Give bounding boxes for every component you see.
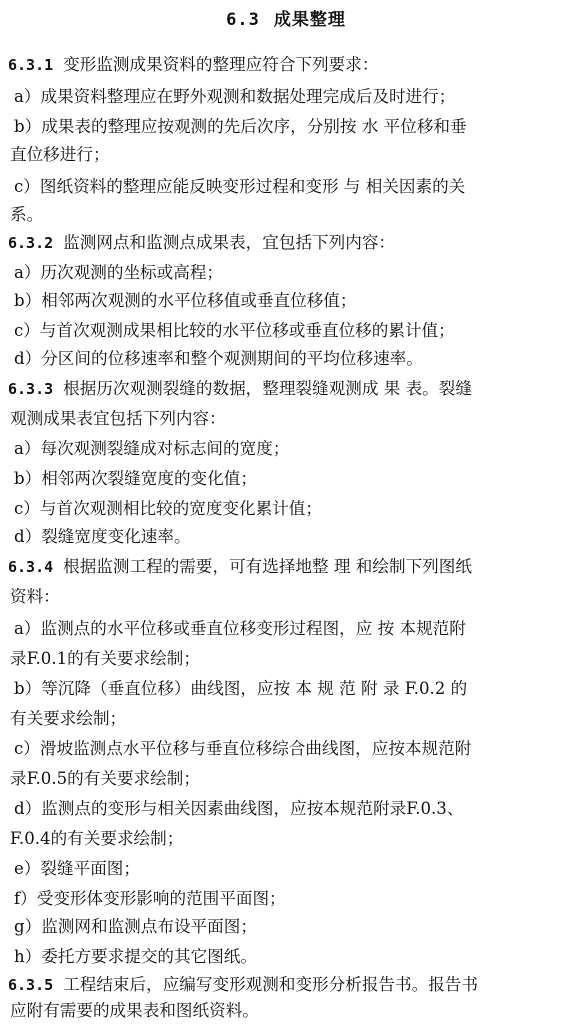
section-title	[0, 8, 572, 32]
clause-6-3-3-item-b: b）相邻两次裂缝宽度的变化值；	[14, 469, 257, 488]
clause-6-3-1-item-c: c）图纸资料的整理应能反映变形过程和变形 与 相关因素的关	[14, 177, 466, 196]
clause-6-3-1-item-b: b）成果表的整理应按观测的先后次序，分别按 水 平位移和垂	[14, 117, 467, 136]
clause-text: 根据历次观测裂缝的数据，整理裂缝观测成 果 表。裂缝	[63, 379, 472, 398]
clause-number: 6.3.4	[8, 558, 54, 576]
clause-6-3-1-item-a: a）成果资料整理应在野外观测和数据处理完成后及时进行；	[14, 87, 456, 106]
clause-6-3-4-item-b-cont: 有关要求绘制；	[10, 709, 127, 728]
clause-6-3-3-item-a: a）每次观测裂缝成对标志间的宽度；	[14, 439, 290, 458]
clause-6-3-4	[0, 552, 572, 582]
clause-6-3-4-item-g: g）监测网和监测点布设平面图；	[14, 917, 257, 936]
clause-6-3-3-cont: 观测成果表宜包括下列内容：	[10, 409, 226, 428]
clause-6-3-4-item-c-cont: 录F.0.5的有关要求绘制；	[10, 769, 200, 788]
clause-6-3-3-item-d: d）裂缝宽度变化速率。	[14, 527, 191, 546]
clause-6-3-4-item-h: h）委托方要求提交的其它图纸。	[14, 947, 257, 966]
clause-6-3-4-item-e: e）裂缝平面图；	[14, 859, 140, 878]
clause-number: 6.3.1	[8, 56, 54, 74]
clause-6-3-4-item-f: f）受变形体变形影响的范围平面图；	[14, 889, 286, 908]
clause-6-3-2-item-d: d）分区间的位移速率和整个观测期间的平均位移速率。	[14, 349, 423, 368]
clause-6-3-1-item-c-cont: 系。	[10, 205, 44, 224]
section-title-text: 成果整理	[273, 10, 346, 30]
clause-6-3-4-item-d: d）监测点的变形与相关因素曲线图，应按本规范附录F.0.3、	[14, 799, 464, 818]
clause-6-3-3	[0, 374, 572, 404]
section-number: 6.3	[226, 10, 260, 30]
clause-number: 6.3.5	[8, 976, 54, 994]
clause-number: 6.3.2	[8, 234, 54, 252]
clause-6-3-5-cont: 应附有需要的成果表和图纸资料。	[10, 1001, 259, 1020]
clause-6-3-2-item-b: b）相邻两次观测的水平位移值或垂直位移值；	[14, 291, 357, 310]
clause-6-3-1	[0, 50, 572, 80]
clause-text: 变形监测成果资料的整理应符合下列要求：	[63, 55, 379, 74]
clause-text: 根据监测工程的需要，可有选择地整 理 和绘制下列图纸	[63, 557, 472, 576]
clause-6-3-1-item-b-cont: 直位移进行；	[10, 145, 110, 164]
clause-6-3-2	[0, 228, 572, 258]
clause-6-3-4-cont: 资料：	[10, 587, 60, 606]
clause-text: 监测网点和监测点成果表，宜包括下列内容：	[63, 233, 396, 252]
clause-6-3-4-item-b: b）等沉降（垂直位移）曲线图，应按 本 规 范 附 录 F.0.2 的	[14, 679, 468, 698]
clause-text: 工程结束后，应编写变形观测和变形分析报告书。报告书	[63, 975, 478, 994]
clause-6-3-4-item-a: a）监测点的水平位移或垂直位移变形过程图，应 按 本规范附	[14, 619, 466, 638]
clause-6-3-2-item-c: c）与首次观测成果相比较的水平位移或垂直位移的累计值；	[14, 321, 455, 340]
clause-6-3-4-item-a-cont: 录F.0.1的有关要求绘制；	[10, 649, 200, 668]
clause-number: 6.3.3	[8, 380, 54, 398]
clause-6-3-2-item-a: a）历次观测的坐标或高程；	[14, 263, 224, 282]
clause-6-3-4-item-d-cont: F.0.4的有关要求绘制；	[10, 829, 184, 848]
clause-6-3-4-item-c: c）滑坡监测点水平位移与垂直位移综合曲线图，应按本规范附	[14, 739, 472, 758]
clause-6-3-3-item-c: c）与首次观测相比较的宽度变化累计值；	[14, 499, 322, 518]
